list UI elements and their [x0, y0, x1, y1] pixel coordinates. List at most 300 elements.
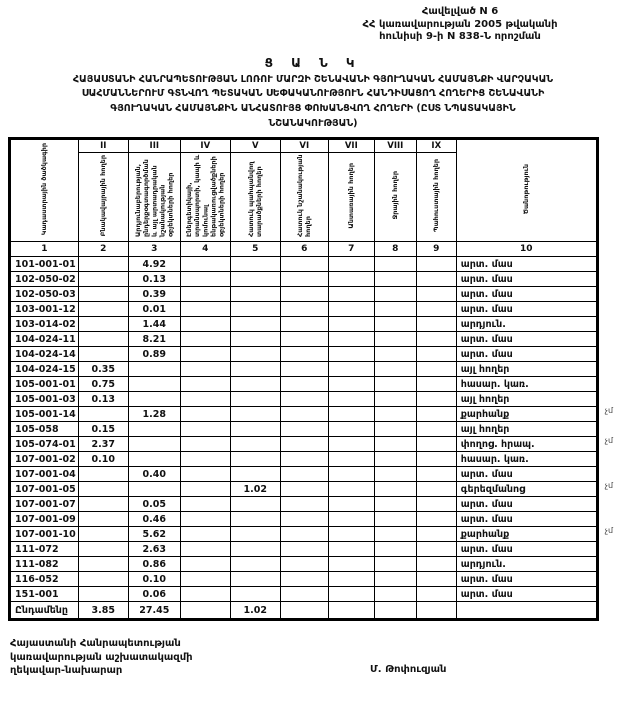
value-cell-col8 [374, 362, 416, 377]
column-header-residential [78, 153, 128, 242]
value-cell-col2: 2.37 [78, 437, 128, 452]
value-cell-col3: 8.21 [128, 332, 180, 347]
value-cell-col9 [416, 407, 456, 422]
note-cell: արտ. մաս [456, 542, 596, 557]
value-cell-col6 [280, 422, 328, 437]
signer-title-line: կառավարության աշխատակազմի [10, 651, 193, 663]
column-header-protected [230, 153, 280, 242]
table-row [11, 287, 597, 302]
value-cell-col6 [280, 482, 328, 497]
value-cell-col5 [230, 362, 280, 377]
total-row [11, 602, 597, 619]
column-roman-3: III [128, 140, 180, 153]
land-table-wrapper [8, 137, 614, 621]
value-cell-col7 [328, 272, 374, 287]
value-cell-col9 [416, 452, 456, 467]
value-cell-col7 [328, 437, 374, 452]
value-cell-col2 [78, 407, 128, 422]
value-cell-col6 [280, 542, 328, 557]
value-cell-col4 [180, 527, 230, 542]
note-cell: այլ հողեր [456, 362, 596, 377]
table-row [11, 392, 597, 407]
value-cell-col7 [328, 377, 374, 392]
appendix-reference [300, 6, 620, 44]
appendix-line-1: Հավելված N 6 [421, 6, 499, 17]
value-cell-col3: 0.40 [128, 467, 180, 482]
cadastral-code-cell: 105-001-14 [11, 407, 79, 422]
value-cell-col2: 0.10 [78, 452, 128, 467]
value-cell-col2 [78, 587, 128, 602]
column-header-water [374, 153, 416, 242]
value-cell-col6 [280, 302, 328, 317]
handwritten-margin-mark: չմ [604, 406, 614, 416]
value-cell-col2 [78, 257, 128, 272]
note-cell: արտ. մաս [456, 332, 596, 347]
value-cell-col6 [280, 527, 328, 542]
value-cell-col4 [180, 287, 230, 302]
table-row [11, 512, 597, 527]
cadastral-code-cell: 107-001-07 [11, 497, 79, 512]
appendix-line-3: հունիսի 9-ի N 838-Ն որոշման [379, 31, 541, 42]
cadastral-code-cell: 105-058 [11, 422, 79, 437]
value-cell-col9 [416, 587, 456, 602]
cadastral-code-cell: 102-050-02 [11, 272, 79, 287]
table-row [11, 467, 597, 482]
table-row [11, 347, 597, 362]
value-cell-col3: 0.86 [128, 557, 180, 572]
value-cell-col4 [180, 557, 230, 572]
cadastral-code-cell: 103-001-12 [11, 302, 79, 317]
value-cell-col6 [280, 452, 328, 467]
value-cell-col6 [280, 587, 328, 602]
value-cell-col5 [230, 542, 280, 557]
column-number-9: 9 [416, 242, 456, 257]
value-cell-col5 [230, 437, 280, 452]
value-cell-col2 [78, 542, 128, 557]
value-cell-col7 [328, 452, 374, 467]
value-cell-col7 [328, 542, 374, 557]
cadastral-code-cell: 104-024-14 [11, 347, 79, 362]
cadastral-code-cell: 104-024-11 [11, 332, 79, 347]
value-cell-col4 [180, 587, 230, 602]
value-cell-col6 [280, 272, 328, 287]
value-cell-col3 [128, 437, 180, 452]
total-label-cell: Ընդամենը [11, 602, 79, 619]
value-cell-col7 [328, 362, 374, 377]
column-label-vertical: Հատուկ պահպանվող տարածքների հողեր [247, 161, 264, 238]
value-cell-col9 [416, 362, 456, 377]
column-label-vertical: Էներգետիկայի, տրանսպորտի, կապի և կոմունալ ենթակառուցվածքների օբյեկտների հողեր [184, 155, 226, 238]
total-value-cell-col9 [416, 602, 456, 619]
column-header-reserve [416, 153, 456, 242]
value-cell-col7 [328, 587, 374, 602]
column-number-8: 8 [374, 242, 416, 257]
column-header-special [280, 153, 328, 242]
table-row [11, 542, 597, 557]
value-cell-col4 [180, 482, 230, 497]
note-cell: արտ. մաս [456, 572, 596, 587]
column-label-vertical: Ջրային հողեր [391, 171, 400, 220]
value-cell-col3 [128, 422, 180, 437]
value-cell-col8 [374, 317, 416, 332]
value-cell-col7 [328, 287, 374, 302]
cadastral-code-cell: 116-052 [11, 572, 79, 587]
table-row [11, 572, 597, 587]
value-cell-col6 [280, 392, 328, 407]
value-cell-col7 [328, 482, 374, 497]
value-cell-col5 [230, 287, 280, 302]
table-row [11, 422, 597, 437]
cadastral-code-cell: 105-001-01 [11, 377, 79, 392]
column-number-3: 3 [128, 242, 180, 257]
value-cell-col5 [230, 347, 280, 362]
value-cell-col5 [230, 467, 280, 482]
cadastral-code-cell: 104-024-15 [11, 362, 79, 377]
value-cell-col9 [416, 272, 456, 287]
column-roman-4: IV [180, 140, 230, 153]
value-cell-col4 [180, 257, 230, 272]
signer-title [10, 637, 260, 678]
note-cell: փողոց. հրապ. [456, 437, 596, 452]
table-row [11, 452, 597, 467]
column-label-vertical: Արդյունաբերության, ընդերքօգտագործման և այլ արտադրական նշանակության օբյեկտների հողեր [133, 159, 175, 238]
value-cell-col9 [416, 497, 456, 512]
table-row [11, 437, 597, 452]
value-cell-col2 [78, 272, 128, 287]
signer-title-line: Հայաստանի Հանրապետության [10, 638, 181, 650]
value-cell-col7 [328, 392, 374, 407]
note-cell: արտ. մաս [456, 302, 596, 317]
column-number-6: 6 [280, 242, 328, 257]
value-cell-col3: 0.05 [128, 497, 180, 512]
land-table [10, 139, 597, 619]
column-number-5: 5 [230, 242, 280, 257]
column-number-2: 2 [78, 242, 128, 257]
value-cell-col3: 0.01 [128, 302, 180, 317]
value-cell-col8 [374, 542, 416, 557]
value-cell-col2 [78, 467, 128, 482]
value-cell-col4 [180, 347, 230, 362]
cadastral-code-cell: 151-001 [11, 587, 79, 602]
cadastral-code-cell: 103-014-02 [11, 317, 79, 332]
value-cell-col2 [78, 557, 128, 572]
value-cell-col6 [280, 332, 328, 347]
note-cell: արտ. մաս [456, 257, 596, 272]
value-cell-col3: 0.89 [128, 347, 180, 362]
value-cell-col6 [280, 407, 328, 422]
value-cell-col7 [328, 302, 374, 317]
page-title: Ց Ա Ն Կ [264, 55, 362, 70]
value-cell-col2: 0.35 [78, 362, 128, 377]
note-cell: այլ հողեր [456, 392, 596, 407]
value-cell-col4 [180, 317, 230, 332]
subtitle-line: ՆՇԱՆԱԿՈՒԹՅԱՆ) [268, 117, 358, 129]
note-cell: արտ. մաս [456, 512, 596, 527]
value-cell-col7 [328, 527, 374, 542]
value-cell-col8 [374, 512, 416, 527]
note-cell: արտ. մաս [456, 497, 596, 512]
column-label-vertical: Անտառային հողեր [347, 162, 356, 229]
value-cell-col4 [180, 437, 230, 452]
note-cell: արտ. մաս [456, 287, 596, 302]
column-header-note [456, 140, 596, 242]
value-cell-col7 [328, 317, 374, 332]
value-cell-col9 [416, 422, 456, 437]
cadastral-code-cell: 107-001-10 [11, 527, 79, 542]
value-cell-col6 [280, 512, 328, 527]
value-cell-col3: 0.13 [128, 272, 180, 287]
value-cell-col9 [416, 572, 456, 587]
total-value-cell-col2: 3.85 [78, 602, 128, 619]
column-header-cadastral-code [11, 140, 79, 242]
value-cell-col6 [280, 497, 328, 512]
note-cell: արտ. մաս [456, 587, 596, 602]
column-number-10: 10 [456, 242, 596, 257]
value-cell-col8 [374, 437, 416, 452]
value-cell-col5 [230, 407, 280, 422]
value-cell-col3 [128, 482, 180, 497]
value-cell-col3: 0.10 [128, 572, 180, 587]
column-header-industrial [128, 153, 180, 242]
value-cell-col6 [280, 437, 328, 452]
handwritten-margin-mark: չմ [604, 526, 614, 536]
handwritten-margin-mark: չմ [604, 436, 614, 446]
value-cell-col3: 4.92 [128, 257, 180, 272]
value-cell-col7 [328, 557, 374, 572]
table-row [11, 332, 597, 347]
value-cell-col8 [374, 557, 416, 572]
appendix-line-2: ՀՀ կառավարության 2005 թվականի [362, 18, 558, 30]
column-roman-8: VIII [374, 140, 416, 153]
note-cell: արտ. մաս [456, 272, 596, 287]
cadastral-code-cell: 107-001-04 [11, 467, 79, 482]
table-row [11, 317, 597, 332]
column-number-1: 1 [11, 242, 79, 257]
value-cell-col2 [78, 317, 128, 332]
column-label-vertical: Կադաստրային ծածկագիր [40, 143, 49, 236]
value-cell-col6 [280, 257, 328, 272]
total-value-cell-col4 [180, 602, 230, 619]
table-body [11, 257, 597, 619]
value-cell-col9 [416, 542, 456, 557]
value-cell-col4 [180, 572, 230, 587]
subtitle-line: ՍԱՀՄԱՆՆԵՐՈՒՄ ԳՏՆՎՈՂ ՊԵՏԱԿԱՆ ՍԵՓԱԿԱՆՈՒԹՅՈՒՆ ՀԱՆԴԻՍԱՑՈՂ ՀՈՂԵՐԻՑ ՇԵՆԱՎԱՆԻ [81, 88, 545, 100]
value-cell-col9 [416, 377, 456, 392]
value-cell-col9 [416, 557, 456, 572]
value-cell-col9 [416, 347, 456, 362]
value-cell-col8 [374, 272, 416, 287]
header-roman-row [11, 140, 597, 153]
note-cell: արտ. մաս [456, 347, 596, 362]
total-value-cell-col5: 1.02 [230, 602, 280, 619]
signature-block [0, 637, 626, 678]
cadastral-code-cell: 107-001-05 [11, 482, 79, 497]
value-cell-col8 [374, 302, 416, 317]
note-cell: այլ հողեր [456, 422, 596, 437]
value-cell-col8 [374, 452, 416, 467]
note-cell: քարհանք [456, 527, 596, 542]
value-cell-col5 [230, 512, 280, 527]
document-subtitle [0, 73, 626, 132]
value-cell-col2 [78, 347, 128, 362]
table-row [11, 362, 597, 377]
column-roman-9: IX [416, 140, 456, 153]
value-cell-col6 [280, 572, 328, 587]
value-cell-col7 [328, 257, 374, 272]
value-cell-col9 [416, 257, 456, 272]
value-cell-col6 [280, 467, 328, 482]
column-number-7: 7 [328, 242, 374, 257]
value-cell-col5: 1.02 [230, 482, 280, 497]
value-cell-col9 [416, 302, 456, 317]
column-roman-5: V [230, 140, 280, 153]
value-cell-col6 [280, 362, 328, 377]
value-cell-col5 [230, 302, 280, 317]
value-cell-col4 [180, 407, 230, 422]
value-cell-col2: 0.15 [78, 422, 128, 437]
column-roman-6: VI [280, 140, 328, 153]
note-cell: հասար. կառ. [456, 452, 596, 467]
value-cell-col9 [416, 437, 456, 452]
table-row [11, 527, 597, 542]
table-row [11, 557, 597, 572]
table-row [11, 272, 597, 287]
cadastral-code-cell: 105-074-01 [11, 437, 79, 452]
signer-name: Մ. Թոփուզյան [370, 664, 447, 676]
table-row [11, 377, 597, 392]
table-row [11, 482, 597, 497]
signer-title-line: ղեկավար-նախարար [10, 665, 123, 677]
note-cell: արդյուն. [456, 557, 596, 572]
handwritten-margin-mark: չմ [604, 481, 614, 491]
value-cell-col9 [416, 392, 456, 407]
value-cell-col5 [230, 452, 280, 467]
value-cell-col2 [78, 512, 128, 527]
column-roman-7: VII [328, 140, 374, 153]
value-cell-col5 [230, 497, 280, 512]
value-cell-col5 [230, 392, 280, 407]
value-cell-col4 [180, 467, 230, 482]
value-cell-col6 [280, 287, 328, 302]
value-cell-col8 [374, 407, 416, 422]
column-label-vertical: Պահուստային հողեր [432, 158, 441, 232]
column-label-vertical: Բնակավայրային հողեր [99, 154, 108, 237]
value-cell-col8 [374, 497, 416, 512]
value-cell-col8 [374, 392, 416, 407]
value-cell-col2 [78, 527, 128, 542]
table-row [11, 257, 597, 272]
column-header-forest [328, 153, 374, 242]
cadastral-code-cell: 105-001-03 [11, 392, 79, 407]
value-cell-col8 [374, 422, 416, 437]
value-cell-col4 [180, 497, 230, 512]
table-row [11, 407, 597, 422]
value-cell-col3: 1.44 [128, 317, 180, 332]
value-cell-col9 [416, 287, 456, 302]
total-value-cell-col8 [374, 602, 416, 619]
value-cell-col2 [78, 332, 128, 347]
cadastral-code-cell: 111-082 [11, 557, 79, 572]
cadastral-code-cell: 102-050-03 [11, 287, 79, 302]
value-cell-col8 [374, 482, 416, 497]
value-cell-col8 [374, 287, 416, 302]
value-cell-col8 [374, 572, 416, 587]
value-cell-col9 [416, 512, 456, 527]
value-cell-col9 [416, 527, 456, 542]
note-cell: հասար. կառ. [456, 377, 596, 392]
value-cell-col4 [180, 362, 230, 377]
value-cell-col4 [180, 272, 230, 287]
value-cell-col8 [374, 347, 416, 362]
value-cell-col4 [180, 332, 230, 347]
value-cell-col2 [78, 572, 128, 587]
value-cell-col8 [374, 257, 416, 272]
value-cell-col6 [280, 347, 328, 362]
cadastral-code-cell: 111-072 [11, 542, 79, 557]
value-cell-col7 [328, 497, 374, 512]
value-cell-col4 [180, 542, 230, 557]
table-row [11, 302, 597, 317]
value-cell-col2 [78, 497, 128, 512]
value-cell-col3: 0.39 [128, 287, 180, 302]
value-cell-col3 [128, 362, 180, 377]
value-cell-col6 [280, 317, 328, 332]
value-cell-col2 [78, 482, 128, 497]
total-value-cell-col6 [280, 602, 328, 619]
value-cell-col8 [374, 467, 416, 482]
value-cell-col7 [328, 572, 374, 587]
note-cell: քարհանք [456, 407, 596, 422]
value-cell-col4 [180, 452, 230, 467]
value-cell-col4 [180, 512, 230, 527]
value-cell-col5 [230, 272, 280, 287]
note-cell: գերեզմանոց [456, 482, 596, 497]
value-cell-col5 [230, 572, 280, 587]
value-cell-col5 [230, 557, 280, 572]
column-number-4: 4 [180, 242, 230, 257]
value-cell-col3: 5.62 [128, 527, 180, 542]
value-cell-col9 [416, 467, 456, 482]
subtitle-line: ԳՅՈՒՂԱԿԱՆ ՀԱՄԱՅՆՔԻՆ ԱՆՀԱՏՈՒՅՑ ՓՈԽԱՆՑՎՈՂ ՀՈՂԵՐԻ (ԸՍՏ ՆՊԱՏԱԿԱՅԻՆ [110, 102, 516, 114]
value-cell-col5 [230, 377, 280, 392]
value-cell-col7 [328, 407, 374, 422]
value-cell-col6 [280, 557, 328, 572]
value-cell-col5 [230, 332, 280, 347]
cadastral-code-cell: 101-001-01 [11, 257, 79, 272]
total-value-cell-col3: 27.45 [128, 602, 180, 619]
value-cell-col5 [230, 587, 280, 602]
note-cell: արտ. մաս [456, 467, 596, 482]
value-cell-col7 [328, 467, 374, 482]
value-cell-col7 [328, 347, 374, 362]
value-cell-col3: 2.63 [128, 542, 180, 557]
value-cell-col3: 0.06 [128, 587, 180, 602]
value-cell-col8 [374, 332, 416, 347]
table-row [11, 587, 597, 602]
value-cell-col2 [78, 302, 128, 317]
cadastral-code-cell: 107-001-02 [11, 452, 79, 467]
value-cell-col4 [180, 302, 230, 317]
value-cell-col7 [328, 332, 374, 347]
subtitle-line: ՀԱՅԱՍՏԱՆԻ ՀԱՆՐԱՊԵՏՈՒԹՅԱՆ ԼՈՌՈՒ ՄԱՐԶԻ ՇԵՆԱՎԱՆԻ ԳՅՈՒՂԱԿԱՆ ՀԱՄԱՅՆՔԻ ՎԱՐՉԱԿԱՆ [72, 73, 554, 85]
value-cell-col5 [230, 422, 280, 437]
value-cell-col8 [374, 587, 416, 602]
value-cell-col8 [374, 527, 416, 542]
total-value-cell-col7 [328, 602, 374, 619]
total-note-cell [456, 602, 596, 619]
value-cell-col9 [416, 332, 456, 347]
cadastral-code-cell: 107-001-09 [11, 512, 79, 527]
